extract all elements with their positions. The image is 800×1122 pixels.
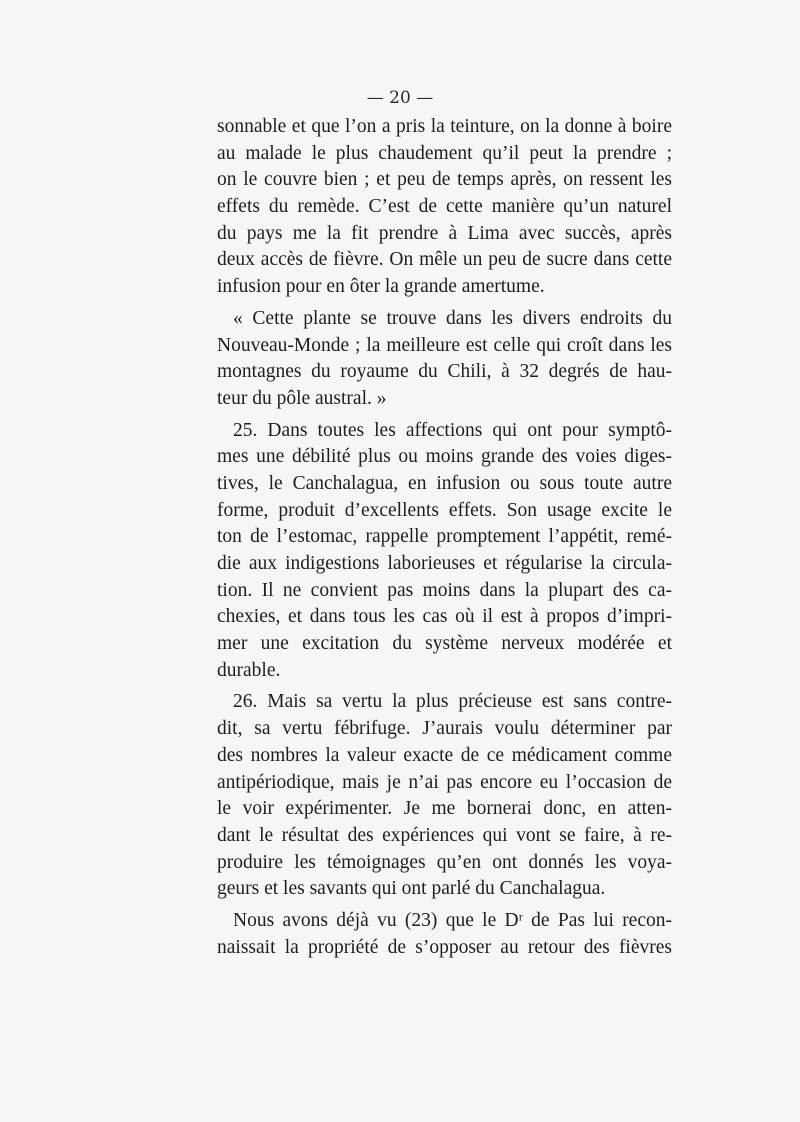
- paragraph: [217, 418, 672, 685]
- text-line: Nouveau-Monde ; la meilleure est celle qui croît dans les: [217, 334, 672, 356]
- text-line: du pays me la fit prendre à Lima avec succès, après: [217, 222, 672, 244]
- text-line: effets du remède. C’est de cette manière qu’un naturel: [217, 196, 672, 218]
- text-line: deux accès de fièvre. On mêle un peu de sucre dans cette: [217, 249, 672, 271]
- text-line: on le couvre bien ; et peu de temps après, on ressent les: [217, 169, 672, 191]
- text-line: ton de l’estomac, rappelle promptement l’appétit, remé-: [217, 526, 672, 548]
- paragraph: [217, 306, 672, 413]
- text-line: die aux indigestions laborieuses et régularise la circula-: [217, 553, 672, 574]
- text-line: le voir expérimenter. Je me bornerai donc, en atten-: [217, 798, 672, 820]
- text-line: tion. Il ne convient pas moins dans la plupart des ca-: [217, 579, 672, 601]
- text-line: produire les témoignages qu’en ont donnés les voya-: [217, 851, 672, 873]
- text-line: Nous avons déjà vu (23) que le Dʳ de Pas lui recon-: [233, 909, 672, 931]
- text-line: dant le résultat des expériences qui vont se faire, à re-: [217, 824, 672, 846]
- text-line: 25. Dans toutes les affections qui ont pour symptô-: [233, 419, 672, 441]
- text-line: forme, produit d’excellents effets. Son usage excite le: [217, 499, 672, 521]
- text-line: montagnes du royaume du Chili, à 32 degrés de hau-: [217, 361, 672, 383]
- text-line: des nombres la valeur exacte de ce médicament comme: [217, 744, 672, 766]
- text-line: chexies, et dans tous les cas où il est à propos d’impri-: [217, 606, 672, 628]
- text-line: « Cette plante se trouve dans les divers endroits du: [233, 307, 672, 329]
- paragraph: [217, 689, 672, 903]
- text-line: mer une excitation du système nerveux modérée et: [217, 633, 672, 655]
- text-line: geurs et les savants qui ont parlé du Canchalagua.: [217, 878, 606, 900]
- page-number: — 20 —: [366, 88, 434, 108]
- text-line: mes une débilité plus ou moins grande des voies diges-: [217, 446, 672, 468]
- paragraph: [217, 908, 672, 961]
- text-line: durable.: [217, 659, 281, 681]
- text-line: 26. Mais sa vertu la plus précieuse est sans contre-: [233, 691, 672, 713]
- text-line: infusion pour en ôter la grande amertume.: [217, 276, 545, 298]
- text-line: teur du pôle austral. »: [217, 387, 387, 409]
- text-line: sonnable et que l’on a pris la teinture, on la donne à boire: [217, 116, 672, 137]
- paragraph: [217, 114, 672, 301]
- text-line: naissait la propriété de s’opposer au retour des fièvres: [217, 936, 672, 958]
- text-line: au malade le plus chaudement qu’il peut la prendre ;: [217, 142, 672, 164]
- text-line: dit, sa vertu fébrifuge. J’aurais voulu déterminer par: [217, 718, 672, 740]
- body-text: [217, 114, 672, 961]
- text-line: antipériodique, mais je n’ai pas encore eu l’occasion de: [217, 771, 672, 793]
- text-line: tives, le Canchalagua, en infusion ou sous toute autre: [217, 472, 672, 494]
